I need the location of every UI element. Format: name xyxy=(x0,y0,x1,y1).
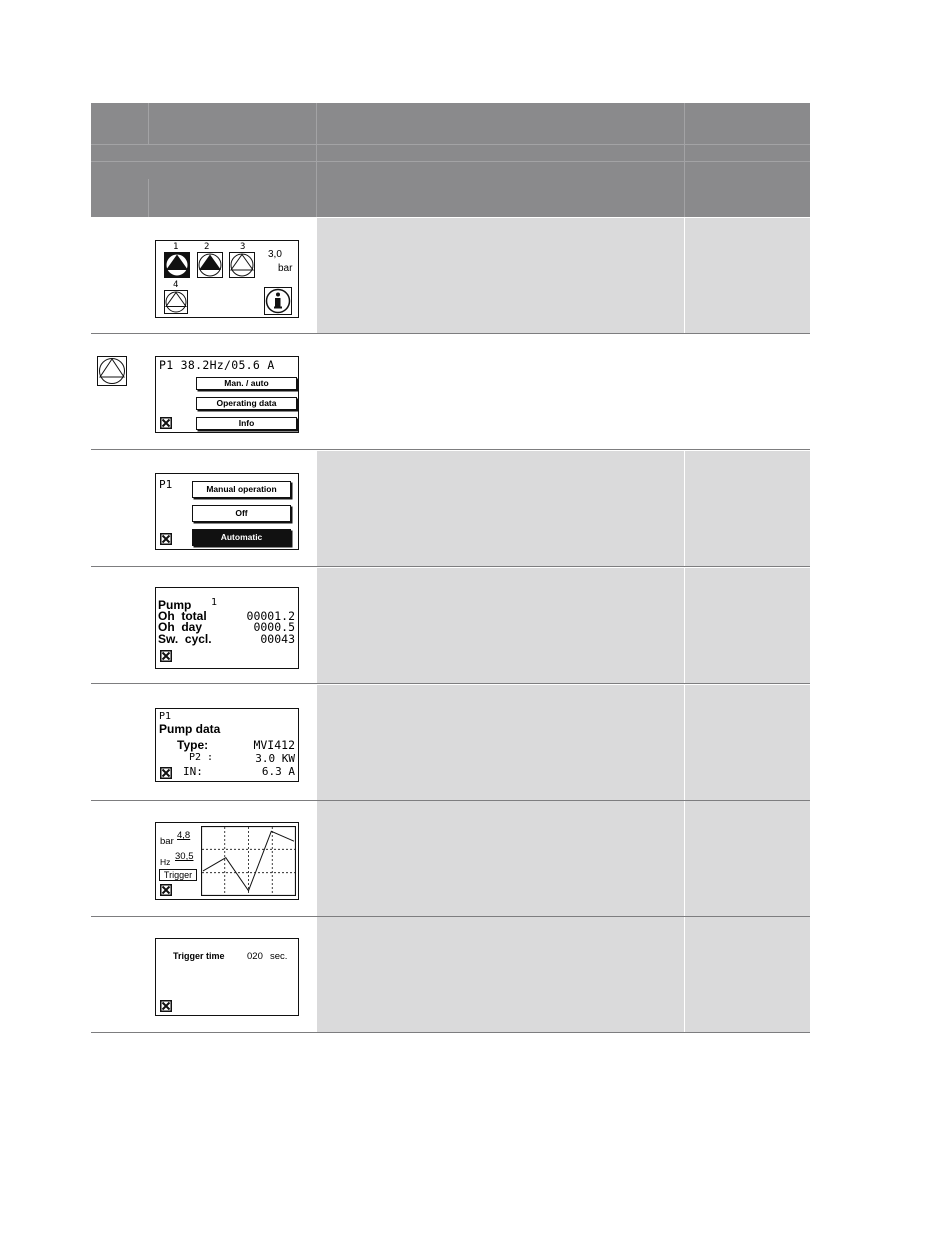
table-row xyxy=(91,451,810,567)
description-cell xyxy=(317,685,684,801)
header-column-line xyxy=(148,103,149,144)
pump-number: 4 xyxy=(173,280,179,290)
notes-cell xyxy=(685,917,810,1033)
description-cell xyxy=(317,218,684,334)
pump-status-line: P1 38.2Hz/05.6 A xyxy=(159,358,275,372)
table-header xyxy=(91,103,810,217)
close-icon[interactable] xyxy=(160,650,171,661)
header-divider xyxy=(91,144,810,145)
pump-label: P1 xyxy=(159,711,172,722)
pressure-value: 3,0 xyxy=(268,249,282,260)
pump-standby-icon[interactable] xyxy=(164,290,188,314)
row-separator xyxy=(91,449,810,450)
pump-key-icon[interactable] xyxy=(97,356,127,386)
lcd-trigger-time-screen xyxy=(155,938,299,1016)
automatic-button[interactable]: Automatic xyxy=(192,529,291,546)
trigger-button[interactable]: Trigger xyxy=(159,869,197,881)
pump-number: 2 xyxy=(204,242,210,252)
pump-number: 1 xyxy=(173,242,179,252)
trigger-time-unit: sec. xyxy=(270,951,288,962)
pump-number: 3 xyxy=(240,242,246,252)
p2-label: P2 : xyxy=(189,752,214,763)
trend-chart xyxy=(201,826,296,896)
table-row xyxy=(91,568,810,684)
header-divider xyxy=(91,161,810,162)
description-cell xyxy=(317,451,684,567)
close-icon[interactable] xyxy=(160,533,171,544)
p2-value: 3.0 KW xyxy=(255,752,295,765)
pump-number: 1 xyxy=(211,597,218,608)
table-row xyxy=(91,917,810,1033)
row-separator xyxy=(91,683,810,684)
notes-cell xyxy=(685,218,810,334)
in-value: 6.3 A xyxy=(261,765,295,778)
pressure-unit: bar xyxy=(278,263,293,274)
trigger-time-value[interactable]: 020 xyxy=(247,951,263,962)
manual-operation-button[interactable]: Manual operation xyxy=(192,481,291,498)
off-button[interactable]: Off xyxy=(192,505,291,522)
bar-label: bar xyxy=(160,836,174,847)
type-label: Type: xyxy=(177,738,209,752)
bar-scale-value: 4,8 xyxy=(177,830,191,841)
table-row xyxy=(91,334,810,450)
header-column-line xyxy=(148,179,149,217)
notes-cell xyxy=(685,568,810,684)
lcd-pump-data-screen xyxy=(155,708,299,782)
close-icon[interactable] xyxy=(160,767,171,778)
header-column-line xyxy=(316,103,317,217)
description-cell xyxy=(317,334,684,450)
info-icon[interactable] xyxy=(264,287,292,315)
screen-title: Pump data xyxy=(159,722,221,736)
description-cell xyxy=(317,801,684,917)
table-row xyxy=(91,218,810,334)
data-value: 00043 xyxy=(260,632,295,646)
close-icon[interactable] xyxy=(160,417,171,428)
hz-scale-value: 30,5 xyxy=(175,851,194,862)
man-auto-button[interactable]: Man. / auto xyxy=(196,377,297,390)
lcd-pump-menu-screen xyxy=(155,356,299,433)
data-label: Oh day xyxy=(158,620,203,634)
table-row xyxy=(91,685,810,801)
info-button[interactable]: Info xyxy=(196,417,297,430)
pump-standby-icon[interactable] xyxy=(229,252,255,278)
hz-label: Hz xyxy=(160,857,171,867)
trigger-time-label: Trigger time xyxy=(173,951,225,961)
notes-cell xyxy=(685,801,810,917)
lcd-operating-data-screen xyxy=(155,587,299,669)
table-row xyxy=(91,801,810,917)
header-column-line xyxy=(684,103,685,217)
screen-title: Pump xyxy=(158,598,192,612)
in-label: IN: xyxy=(183,765,203,778)
description-cell xyxy=(317,568,684,684)
type-value: MVI412 xyxy=(253,738,295,752)
lcd-mode-select-screen xyxy=(155,473,299,550)
data-value: 00001.2 xyxy=(246,609,295,623)
pump-running-icon[interactable] xyxy=(197,252,223,278)
notes-cell xyxy=(685,685,810,801)
close-icon[interactable] xyxy=(160,884,171,895)
pump-running-icon[interactable] xyxy=(164,252,190,278)
data-label: Sw. cycl. xyxy=(158,632,212,646)
lcd-overview-screen xyxy=(155,240,299,318)
data-value: 0000.5 xyxy=(253,620,295,634)
row-separator xyxy=(91,566,810,567)
data-label: Oh total xyxy=(158,609,207,623)
lcd-trend-screen xyxy=(155,822,299,900)
close-icon[interactable] xyxy=(160,1000,171,1011)
description-cell xyxy=(317,917,684,1033)
notes-cell xyxy=(685,334,810,450)
pump-label: P1 xyxy=(159,478,173,491)
row-separator xyxy=(91,1032,810,1033)
notes-cell xyxy=(685,451,810,567)
operating-data-button[interactable]: Operating data xyxy=(196,397,297,410)
